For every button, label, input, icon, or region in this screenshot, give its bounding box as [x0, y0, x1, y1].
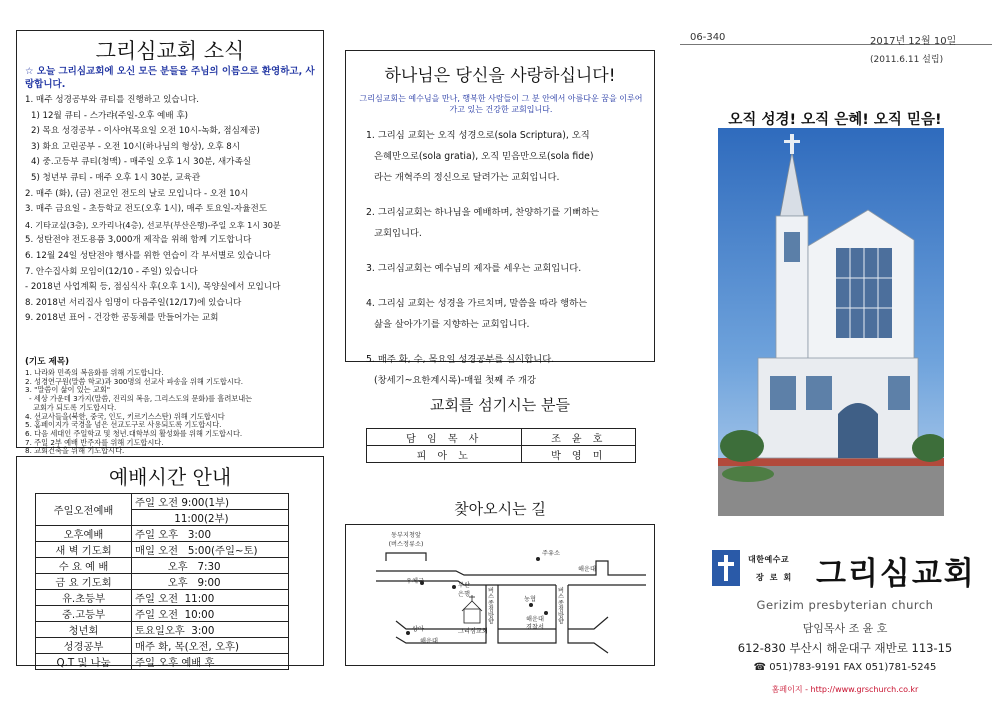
service-name: 중.고등부	[36, 606, 132, 622]
service-name: 주일오전예배	[36, 494, 132, 526]
creed-line: 교회입니다.	[374, 228, 422, 239]
creed-line: 2. 그리심교회는 하나님을 예배하며, 찬양하기를 기뻐하는	[366, 207, 600, 218]
news-item: 5) 청년부 큐티 - 매주 오후 1시 30분, 교육관	[31, 172, 201, 183]
service-time: 오후 9:00	[132, 574, 289, 590]
prayer-item: 3. "말씀이 삶이 있는 교회"	[25, 385, 111, 395]
issue-number: 06-340	[690, 32, 726, 43]
creed-list	[366, 125, 642, 391]
worship-title: 예배시간 안내	[108, 465, 232, 489]
creed-line: 4. 그리심 교회는 성경을 가르치며, 말씀을 따라 행하는	[366, 298, 588, 309]
homepage-link[interactable]: 홈페이지 - http://www.grschurch.co.kr	[771, 685, 919, 694]
cross-icon	[712, 550, 740, 586]
service-name: Q.T 및 나눔	[36, 654, 132, 670]
map-label-police2: 경찰서	[526, 624, 544, 631]
table-row	[36, 590, 289, 606]
map-roads	[376, 553, 646, 653]
pastor-line: 담임목사 조 윤 호	[802, 622, 888, 635]
creed-line: 3. 그리심교회는 예수님의 제자를 세우는 교회입니다.	[366, 263, 582, 274]
service-name: 오후예배	[36, 526, 132, 542]
creed-line: 은혜만으로(sola gratia), 오직 믿음만으로(sola fide)	[374, 151, 594, 162]
service-name: 성경공부	[36, 638, 132, 654]
church-icon	[462, 595, 482, 623]
news-item: 1) 12월 큐티 - 스가랴(주일-오후 예배 후)	[31, 110, 188, 121]
service-time: 토요일오후 3:00	[132, 622, 289, 638]
service-time: 주일 오전 9:00(1부)	[132, 494, 289, 510]
founded-date: (2011.6.11 설립)	[870, 55, 944, 65]
church-phone: ☎ 051)783-9191 FAX 051)781-5245	[753, 662, 937, 673]
service-name: 유.초등부	[36, 590, 132, 606]
creed-line: 5. 매주 화, 수, 목요일 성경공부를 실시합니다.	[366, 354, 555, 365]
service-time: 오후 7:30	[132, 558, 289, 574]
service-time: 주일 오전 11:00	[132, 590, 289, 606]
staff-title: 교회를 섬기시는 분들	[430, 396, 570, 414]
service-time: 11:00(2부)	[132, 510, 289, 526]
news-item: 3) 화요 고린공부 - 오전 10시(하나님의 형상), 오후 8시	[31, 141, 241, 152]
news-panel	[16, 30, 324, 456]
news-item: 4) 중.고등부 큐티(청맥) - 매주일 오후 1시 30분, 새가족실	[31, 157, 252, 168]
staff-table	[366, 428, 636, 463]
police-marker	[544, 611, 548, 615]
table-row	[36, 526, 289, 542]
news-item: 7. 안수집사회 모임이(12/10 - 주일) 있습니다	[25, 266, 198, 277]
staff-name: 조 윤 호	[522, 429, 636, 446]
welcome-message: ☆ 오늘 그리심교회에 오신 모든 분들을 주님의 이름으로 환영하고, 사랑합니다.	[25, 66, 315, 90]
map-title: 찾아오시는 길	[454, 500, 546, 518]
gas-station-marker	[536, 557, 540, 561]
directions-map	[345, 524, 655, 666]
service-time: 매주 화, 목(오전, 오후)	[132, 638, 289, 654]
prayer-item: 2. 성경연구원(말씀 학교)과 300명의 선교사 파송을 위해 기도합시다.	[25, 376, 244, 386]
prayer-item: 6. 다음 세대인 주일학교 및 청년.대학부의 활성화를 위해 기도합시다.	[25, 428, 243, 438]
map-label-nonghyup: 농협	[524, 596, 536, 603]
table-row	[367, 429, 636, 446]
news-item: - 2018년 사업계획 등, 점심식사 후(오후 1시), 목양실에서 모입니다	[25, 282, 281, 293]
news-item: 5. 성탄전야 전도용품 3,000개 제작을 위해 함께 기도합니다	[25, 235, 252, 246]
map-label-road1: 버스종점방향	[486, 587, 494, 625]
table-row	[36, 654, 289, 670]
prayer-item: 7. 주일 2부 예배 반주자를 위해 기도합시다.	[25, 437, 164, 447]
busan-bank-marker	[452, 585, 456, 589]
church-name: 그리심교회	[816, 556, 976, 592]
creed-line: 삶을 살아가기를 지향하는 교회입니다.	[374, 319, 530, 330]
map-drawing	[346, 525, 654, 665]
table-row	[36, 638, 289, 654]
table-row	[36, 574, 289, 590]
news-item: 4. 기타교실(3층), 오카리나(4층), 선교부(부산은행)-주일 오후 1시 30분	[25, 219, 281, 230]
sangga-marker	[406, 631, 410, 635]
table-row	[36, 542, 289, 558]
church-address: 612-830 부산시 해운대구 재반로 113-15	[737, 641, 953, 655]
church-english-name: Gerizim presbyterian church	[756, 598, 934, 612]
news-item: 1. 매주 성경공부와 큐티를 진행하고 있습니다.	[25, 95, 200, 105]
denomination-label-2: 장로회	[756, 573, 798, 582]
news-item: 9. 2018년 표어 - 건강한 공동체를 만들어가는 교회	[25, 313, 219, 324]
news-item: 2) 목요 성경공부 - 이사야(목요일 오전 10시-녹화, 점심제공)	[31, 126, 260, 137]
prayer-list	[25, 369, 321, 456]
prayer-item: 5. 홈페이지가 국경을 넘은 선교도구로 사용되도록 기도합시다.	[25, 420, 222, 430]
table-row	[367, 446, 636, 463]
table-row	[36, 494, 289, 510]
creed-panel	[345, 50, 655, 386]
map-label-bank2: 은행	[458, 591, 470, 598]
service-time: 주일 오후 3:00	[132, 526, 289, 542]
service-name: 새 벽 기도회	[36, 542, 132, 558]
news-item: 2. 매주 (화), (금) 전교인 전도의 날로 모입니다 - 오전 10시	[25, 188, 249, 199]
prayer-item: 교회가 되도록 기도합시다.	[33, 402, 117, 412]
service-time: 매일 오전 5:00(주일~토)	[132, 542, 289, 558]
map-label-gas: 주유소	[542, 550, 560, 557]
staff-role: 담 임 목 사	[367, 429, 522, 446]
map-label-sangga: 상아	[412, 626, 424, 633]
prayer-item: 8. 교회건축을 위해 기도합시다.	[25, 446, 125, 456]
issue-date: 2017년 12월 10일	[870, 36, 957, 47]
creed-line: 1. 그리심 교회는 오직 성경으로(sola Scriptura), 오직	[366, 130, 590, 141]
bank-marker	[529, 603, 533, 607]
table-row	[36, 622, 289, 638]
map-label-haeundae-top: 해운대	[578, 566, 596, 573]
staff-name: 박 영 미	[522, 446, 636, 463]
map-label-bus: (버스정류소)	[388, 541, 424, 548]
table-row	[36, 606, 289, 622]
service-name: 청년회	[36, 622, 132, 638]
news-item: 3. 매주 금요일 - 초등학교 전도(오후 1시), 매주 토요일-자율전도	[25, 204, 268, 215]
news-item: 6. 12월 24일 성탄전야 행사를 위한 연습이 각 부서별로 있습니다	[25, 250, 271, 261]
staff-role: 피 아 노	[367, 446, 522, 463]
denomination-label: 대한예수교	[748, 555, 790, 564]
church-logo	[712, 548, 992, 594]
news-item: 8. 2018년 서리집사 임명이 다음주일(12/17)에 있습니다	[25, 297, 242, 308]
map-label-hall: 동부지청앞	[391, 532, 421, 539]
news-title: 그리심교회 소식	[95, 39, 245, 63]
service-name: 금 요 기도회	[36, 574, 132, 590]
worship-table	[35, 493, 289, 670]
service-time: 주일 오전 10:00	[132, 606, 289, 622]
motto: 오직 성경! 오직 은혜! 오직 믿음!	[728, 112, 942, 128]
church-building-image	[718, 128, 944, 516]
table-row	[36, 558, 289, 574]
creed-line: 라는 개혁주의 정신으로 달려가는 교회입니다.	[374, 172, 560, 183]
map-label-post: 우체국	[406, 578, 424, 585]
map-label-bank: 부산	[458, 582, 470, 589]
news-list	[25, 93, 321, 327]
creed-title: 하나님은 당신을 사랑하십니다!	[384, 66, 616, 86]
prayer-item: - 세상 가운데 3가지(말씀, 진리의 복음, 그리스도의 문화)를 흘려보내는	[29, 394, 253, 404]
map-label-haeundae-bottom: 해운대	[420, 638, 438, 645]
service-time: 주일 오후 예배 후	[132, 654, 289, 670]
prayer-item: 1. 나라와 민족의 복음화를 위해 기도합니다.	[25, 368, 164, 377]
map-label-church: 그리심교회	[458, 628, 488, 635]
service-name: 수 요 예 배	[36, 558, 132, 574]
map-label-police: 해운대	[526, 616, 544, 623]
prayer-title: (기도 제목)	[25, 357, 70, 367]
map-label-road2: 버스종점방향	[556, 587, 564, 625]
worship-panel	[16, 456, 324, 669]
creed-intro: 그리심교회는 예수님을 만나, 행복한 사람들이 그 분 안에서 아름다운 꿈을 이루어가고 있는 건강한 교회입니다.	[359, 94, 643, 114]
creed-line: (창세기~요한계시록)-매월 첫째 주 개강	[374, 375, 536, 386]
prayer-item: 4. 선교사들을(북한, 중국, 인도, 키르기스스탄) 위해 기도합시다	[25, 411, 225, 421]
